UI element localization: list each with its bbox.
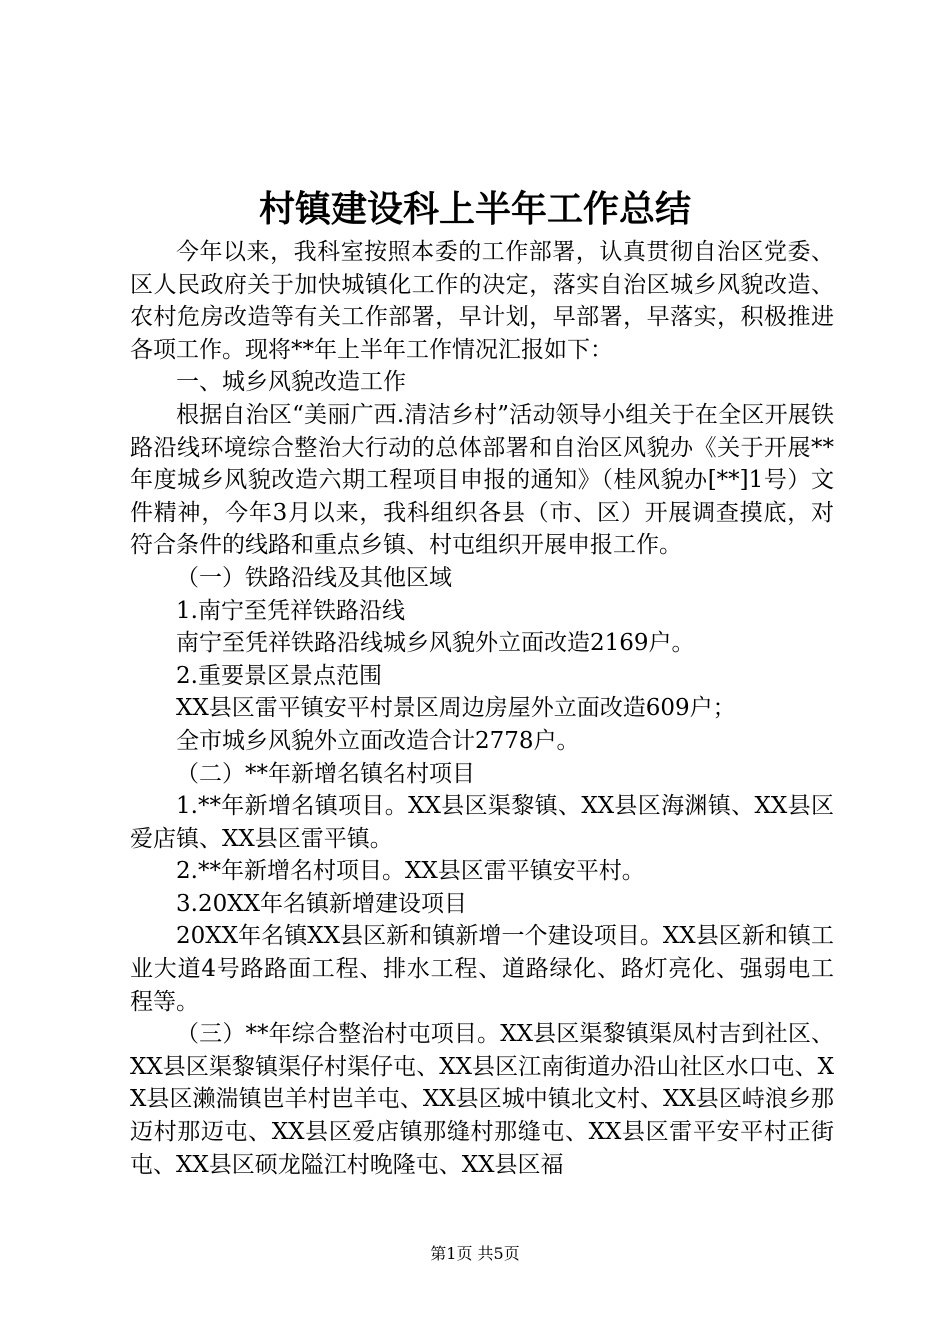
document-title: 村镇建设科上半年工作总结 [258,188,691,230]
item-heading-2: 2.重要景区景点范围 [176,662,382,689]
subsection-heading-2: （二）**年新增名镇名村项目 [176,760,475,787]
item-paragraph-3: 1.**年新增名镇项目。XX县区渠黎镇、XX县区海渊镇、XX县区爱店镇、XX县区雷平镇。 [130,793,834,852]
subsection-paragraph-3: （三）**年综合整治村屯项目。XX县区渠黎镇渠凤村吉到社区、XX县区渠黎镇渠仔村渠仔屯、XX县区江南街道办沿山社区水口屯、XX县区濑湍镇岜羊村岜羊屯、XX县区城中镇北文村、XX县区峙浪乡那迈村那迈屯、XX县区爱店镇那缝村那缝屯、XX县区雷平安平村正街屯、XX县区硕龙隘江村晚隆屯、XX县区福 [130,1021,834,1178]
intro-paragraph: 今年以来，我科室按照本委的工作部署，认真贯彻自治区党委、区人民政府关于加快城镇化工作的决定，落实自治区城乡风貌改造、农村危房改造等有关工作部署，早计划，早部署，早落实，积极推进各项工作。现将**年上半年工作情况汇报如下： [130,239,834,363]
item-paragraph-2: XX县区雷平镇安平村景区周边房屋外立面改造609户； [176,695,736,722]
section-heading-1: 一、城乡风貌改造工作 [176,369,406,396]
item-paragraph-5: 20XX年名镇XX县区新和镇新增一个建设项目。XX县区新和镇工业大道4号路路面工程、排水工程、道路绿化、路灯亮化、强弱电工程等。 [130,923,834,1015]
item-heading-3: 3.20XX年名镇新增建设项目 [176,890,467,917]
section-1-paragraph: 根据自治区“美丽广西.清洁乡村”活动领导小组关于在全区开展铁路沿线环境综合整治大行动的总体部署和自治区风貌办《关于开展**年度城乡风貌改造六期工程项目申报的通知》（桂风貌办[**]1号）文件精神，今年3月以来，我科组织各县（市、区）开展调查摸底，对符合条件的线路和重点乡镇、村屯组织开展申报工作。 [130,401,834,559]
total-paragraph: 全市城乡风貌外立面改造合计2778户。 [176,727,580,754]
item-paragraph-1: 南宁至凭祥铁路沿线城乡风貌外立面改造2169户。 [176,630,695,657]
document-body [130,236,834,1181]
item-paragraph-4: 2.**年新增名村项目。XX县区雷平镇安平村。 [176,858,645,885]
item-heading-1: 1.南宁至凭祥铁路沿线 [176,597,405,624]
subsection-heading-1: （一）铁路沿线及其他区域 [176,564,452,591]
page-footer: 第1页 共5页 [430,1244,520,1263]
